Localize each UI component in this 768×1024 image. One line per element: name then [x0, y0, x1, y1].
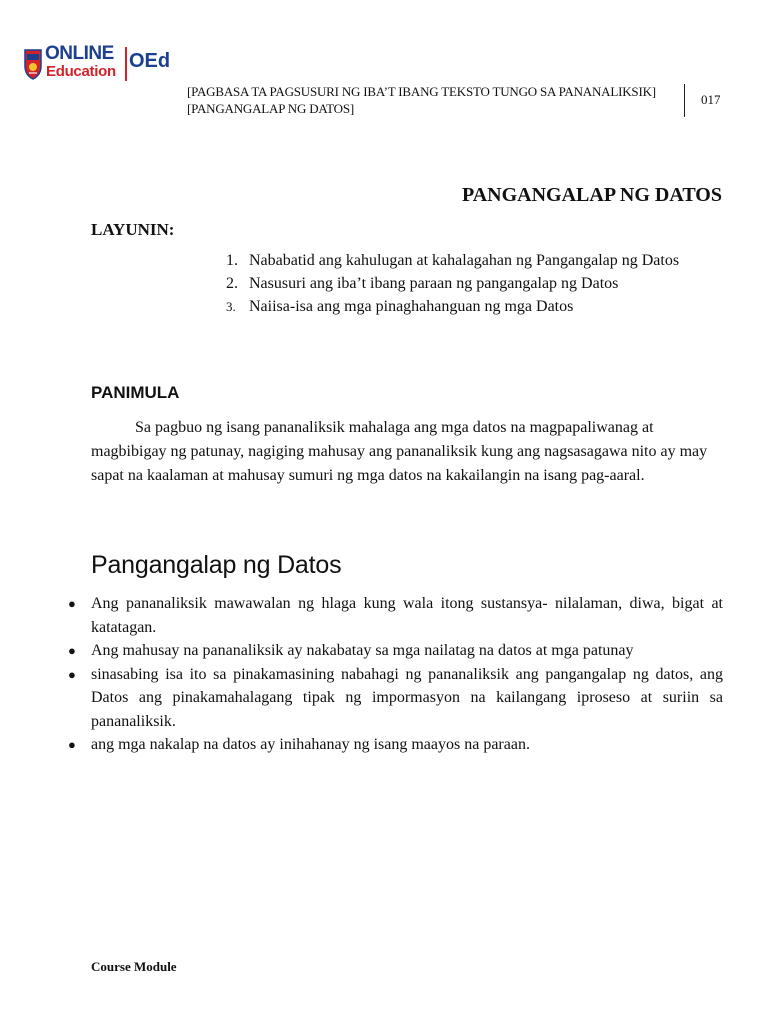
logo-word-online: ONLINE — [45, 43, 114, 64]
section-heading: Pangangalap ng Datos — [91, 551, 342, 579]
logo-word-oed: OEd — [129, 50, 171, 72]
objective-number: 2. — [226, 275, 238, 292]
objective-item — [226, 249, 716, 272]
panimula-text: Sa pagbuo ng isang pananaliksik mahalaga ang mga datos na magpapaliwanag at magbibigay ng patunay, nagiging mahusay ang pananaliksik kung ang nagsasagawa nito ay may sapat na kaalaman at mahusay sumuri ng mga datos na kakailangin na isang pag-aaral. — [91, 419, 708, 484]
panimula-paragraph — [91, 416, 723, 488]
objective-number: 3. — [226, 299, 236, 314]
bullet-text: sinasabing isa ito sa pinakamasining nabahagi ng pananaliksik ang pangangalap ng datos, ang Datos ang pinakamahalagang tipak ng impormasyon na kailangang iproseso at suriin sa pananaliksik. — [91, 665, 723, 730]
bullet-text: ang mga nakalap na datos ay inihahanay ng isang maayos na paraan. — [91, 736, 530, 753]
bullet-item — [66, 639, 723, 663]
bullet-text: Ang pananaliksik mawawalan ng hlaga kung wala itong sustansya- nilalaman, diwa, bigat at katatagan. — [91, 595, 723, 636]
bullet-list — [66, 592, 723, 757]
online-education-logo — [24, 44, 174, 84]
page-title: PANGANGALAP NG DATOS — [461, 184, 722, 206]
bullet-icon: ● — [68, 737, 76, 752]
shield-crest-icon — [24, 48, 42, 80]
objective-text: Nasusuri ang iba’t ibang paraan ng pangangalap ng Datos — [249, 275, 619, 292]
footer-label: Course Module — [91, 959, 177, 974]
layunin-heading: LAYUNIN: — [91, 220, 175, 239]
header-divider — [684, 84, 685, 117]
bullet-icon: ● — [68, 643, 76, 658]
page-number: 017 — [701, 92, 721, 107]
objectives-list — [226, 249, 716, 318]
logo-divider — [125, 47, 127, 81]
header-topic-title: [PANGANGALAP NG DATOS] — [187, 101, 355, 116]
bullet-icon: ● — [68, 596, 76, 611]
bullet-item — [66, 733, 723, 757]
panimula-heading: PANIMULA — [91, 383, 180, 402]
bullet-text: Ang mahusay na pananaliksik ay nakabatay sa mga nailatag na datos at mga patunay — [91, 642, 634, 659]
objective-item — [226, 272, 716, 295]
bullet-item — [66, 592, 723, 639]
header-course-title: [PAGBASA TA PAGSUSURI NG IBA’T IBANG TEKSTO TUNGO SA PANANALIKSIK] — [187, 84, 656, 99]
logo-word-education: Education — [46, 63, 116, 80]
objective-number: 1. — [226, 252, 238, 269]
bullet-item — [66, 663, 723, 734]
objective-text: Nababatid ang kahulugan at kahalagahan ng Pangangalap ng Datos — [249, 252, 680, 269]
objective-item — [226, 295, 716, 318]
objective-text: Naiisa-isa ang mga pinaghahanguan ng mga Datos — [249, 298, 574, 315]
bullet-icon: ● — [68, 666, 76, 682]
